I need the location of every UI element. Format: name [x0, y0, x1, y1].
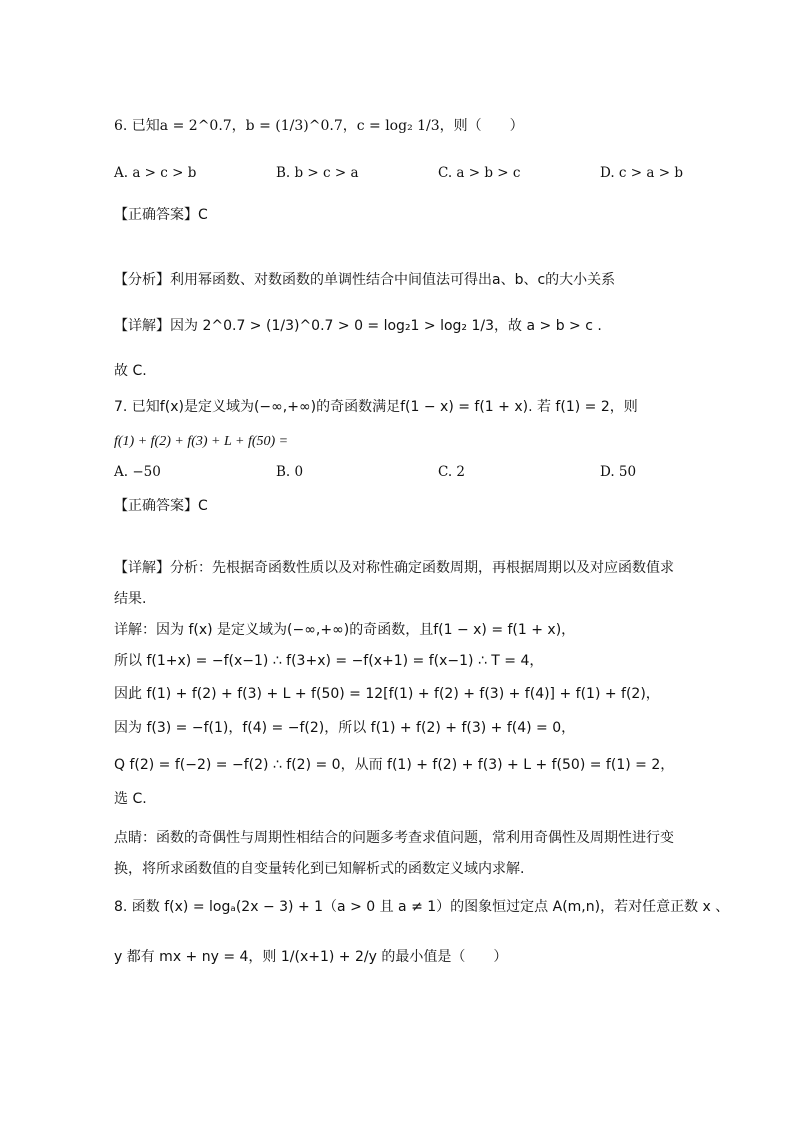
q7-option-a: A. −50 [114, 464, 161, 480]
q7-detail-line5: 因此 f(1) + f(2) + f(3) + L + f(50) = 12[f(1) + f(2) + f(3) + f(4)] + f(1) + f(2)， [114, 686, 660, 702]
q6-option-b: B. b > c > a [276, 165, 359, 181]
q6-option-c: C. a > b > c [438, 165, 521, 181]
q7-detail-line1: 【详解】分析：先根据奇函数性质以及对称性确定函数周期，再根据周期以及对应函数值求 [114, 560, 674, 576]
q8-stem-line2: y 都有 mx + ny = 4，则 1/(x+1) + 2/y 的最小值是（ ） [114, 949, 508, 965]
q7-detail-line6: 因为 f(3) = −f(1)，f(4) = −f(2)，所以 f(1) + f(2) + f(3) + f(4) = 0， [114, 720, 576, 736]
q7-option-c: C. 2 [438, 464, 466, 480]
q7-detail-line7: Q f(2) = f(−2) = −f(2) ∴ f(2) = 0，从而 f(1) + f(2) + f(3) + L + f(50) = f(1) = 2， [114, 757, 675, 773]
q7-tip-line1: 点睛：函数的奇偶性与周期性相结合的问题多考查求值问题，常利用奇偶性及周期性进行变 [114, 830, 674, 846]
q6-option-a: A. a > c > b [114, 165, 197, 181]
q7-detail-line4: 所以 f(1+x) = −f(x−1) ∴ f(3+x) = −f(x+1) = f(x−1) ∴ T = 4， [114, 653, 544, 669]
q6-answer: 【正确答案】C [114, 207, 208, 223]
q7-detail-line2: 结果. [114, 591, 147, 607]
q6-analysis: 【分析】利用幂函数、对数函数的单调性结合中间值法可得出a、b、c的大小关系 [114, 272, 616, 288]
q7-stem: 7. 已知f(x)是定义域为(−∞,+∞)的奇函数满足f(1 − x) = f(1 + x). 若 f(1) = 2，则 [114, 399, 638, 415]
q7-option-d: D. 50 [600, 464, 637, 480]
q7-detail-line8: 选 C. [114, 791, 147, 807]
q7-answer: 【正确答案】C [114, 498, 208, 514]
q6-conclusion: 故 C. [114, 363, 147, 379]
q7-option-b: B. 0 [276, 464, 304, 480]
q7-expression: f(1) + f(2) + f(3) + L + f(50) = [114, 434, 289, 449]
q8-stem-line1: 8. 函数 f(x) = logₐ(2x − 3) + 1（a > 0 且 a ≠ 1）的图象恒过定点 A(m,n)，若对任意正数 x 、 [114, 899, 730, 915]
q7-tip-line2: 换，将所求函数值的自变量转化到已知解析式的函数定义域内求解. [114, 861, 525, 877]
q7-detail-line3: 详解：因为 f(x) 是定义域为(−∞,+∞)的奇函数，且f(1 − x) = f(1 + x)， [114, 622, 576, 638]
q6-option-d: D. c > a > b [600, 165, 683, 181]
q6-stem: 6. 已知a = 2^0.7，b = (1/3)^0.7，c = log₂ 1/3，则（ ） [114, 118, 524, 134]
q6-detail: 【详解】因为 2^0.7 > (1/3)^0.7 > 0 = log₂1 > log₂ 1/3，故 a > b > c . [114, 318, 602, 334]
